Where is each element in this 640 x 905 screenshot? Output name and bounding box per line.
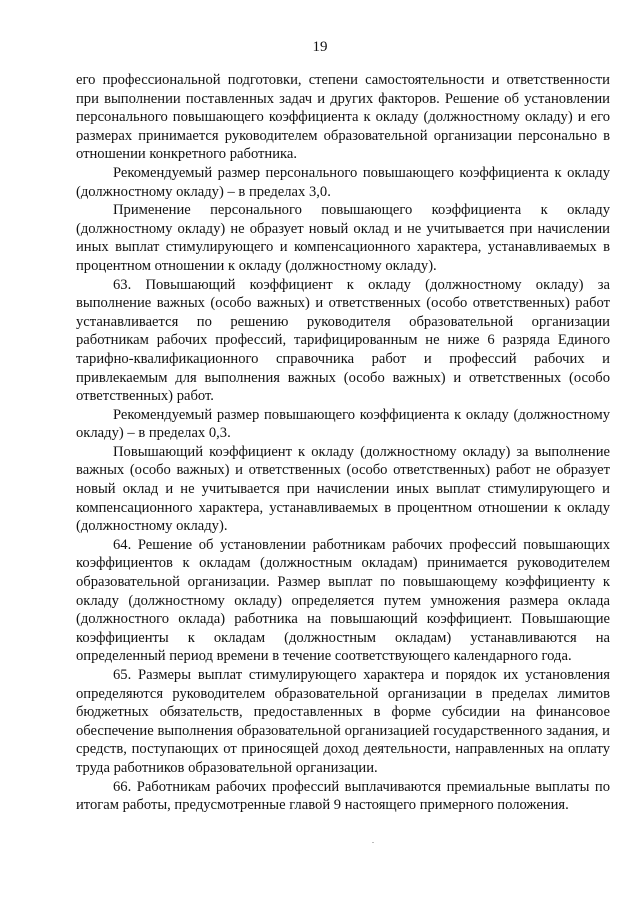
paragraph-recommended-personal-coefficient: Рекомендуемый размер персонального повышающего коэффициента к окладу (должностному окладу) – в пределах 3,0. [76,164,610,200]
paragraph-65: 65. Размеры выплат стимулирующего характера и порядок их установления определяются руководителем образовательной организации в пределах лимитов бюджетных обязательств, предоставленных в форме субсидии на финансовое обеспечение выполнения образовательной организацией государственного задания, и средств, поступающих от приносящей доход деятельности, направленных на оплату труда работников образовательной организации. [76,667,610,776]
scan-speck [372,842,374,843]
document-text [76,71,610,815]
paragraph-personal-coefficient-application: Применение персонального повышающего коэффициента к окладу (должностному окладу) не образует новый оклад и не учитывается при начислении иных выплат стимулирующего и компенсационного характера, устанавливаемых в процентном отношении к окладу (должностному окладу). [76,202,610,274]
paragraph-continuation: его профессиональной подготовки, степени самостоятельности и ответственности при выполнении поставленных задач и других факторов. Решение об установлении персонального повышающего коэффициента к окладу (должностному окладу) и его размерах принимается руководителем образовательной организации персонально в отношении конкретного работника. [76,72,610,163]
page-number: 19 [312,39,328,55]
paragraph-64: 64. Решение об установлении работникам рабочих профессий повышающих коэффициентов к окладам (должностным окладам) принимается руководителем образовательной организации. Размер выплат по повышающему коэффициенту к окладу (должностному окладу) определяется путем умножения размера оклада (должностного оклада) работника на повышающий коэффициент. Повышающие коэффициенты к окладам (должностным окладам) устанавливаются на определенный период времени в течение соответствующего календарного года. [76,536,610,665]
paragraph-63: 63. Повышающий коэффициент к окладу (должностному окладу) за выполнение важных (особо важных) и ответственных (особо ответственных) работ устанавливается по решению руководителя образовательной организации работникам рабочих профессий, тарифицированным не ниже 6 разряда Единого тарифно-квалификационного справочника работ и профессий рабочих и привлекаемым для выполнения важных (особо важных) и ответственных (особо ответственных) работ. [76,276,610,405]
paragraph-coefficient-not-new-salary: Повышающий коэффициент к окладу (должностному окладу) за выполнение важных (особо важных) и ответственных (особо ответственных) работ не образует новый оклад и не учитывается при начислении иных выплат стимулирующего и компенсационного характера, устанавливаемых в процентном отношении к окладу (должностному окладу). [76,443,610,535]
paragraph-66: 66. Работникам рабочих профессий выплачиваются премиальные выплаты по итогам работы, предусмотренные главой 9 настоящего примерного положения. [76,778,610,814]
paragraph-recommended-coefficient: Рекомендуемый размер повышающего коэффициента к окладу (должностному окладу) – в пределах 0,3. [76,406,610,442]
